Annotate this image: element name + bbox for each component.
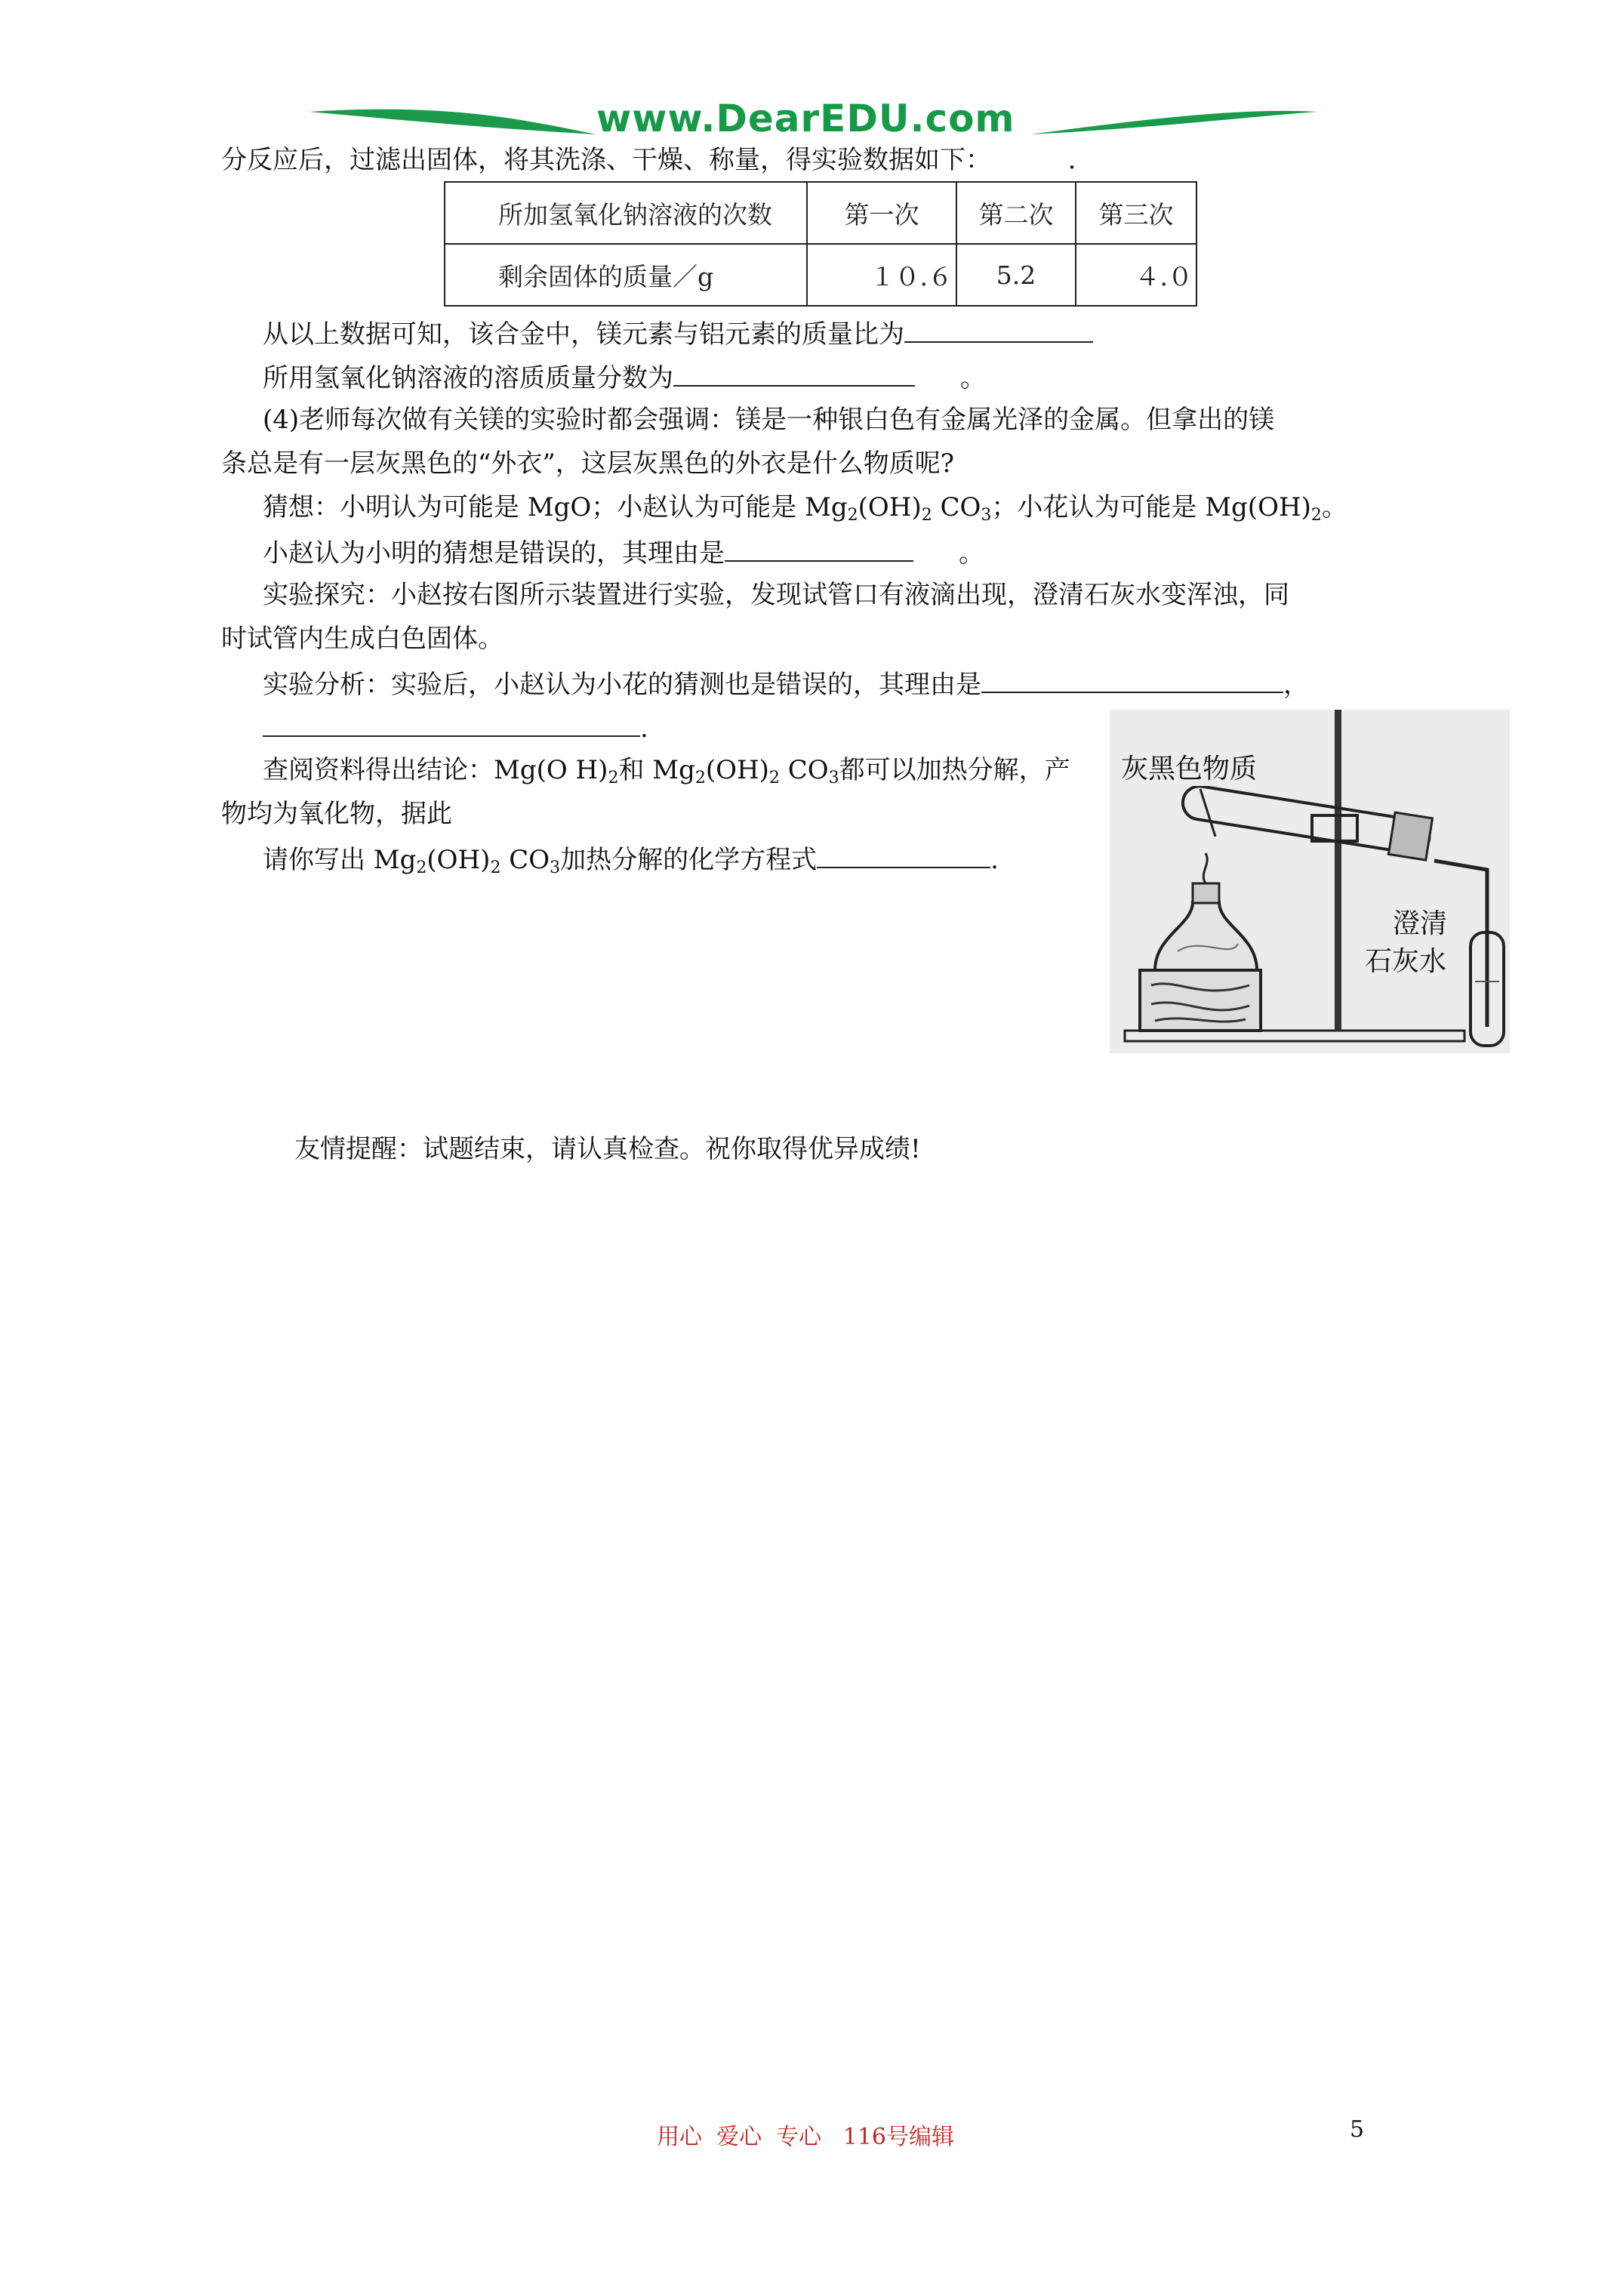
answer-blank[interactable] xyxy=(817,841,990,868)
equation-line: 请你写出 $Mg_2(OH)_2$ $CO_3$加热分解的化学方程式 . xyxy=(263,841,999,877)
experiment-data-table xyxy=(444,181,1197,307)
table-row xyxy=(445,244,1196,306)
answer-blank[interactable] xyxy=(904,316,1093,343)
figure-label-substance: 灰黑色物质 xyxy=(1121,747,1257,786)
figure-label-clear: 澄清 xyxy=(1393,908,1448,939)
answer-blank[interactable] xyxy=(673,359,915,387)
site-logo-text: www.DearEDU.com xyxy=(596,97,1015,140)
question-percent: 所用氢氧化钠溶液的溶质质量分数为 。 xyxy=(263,359,986,395)
analysis-line: 实验分析：实验后，小赵认为小花的猜测也是错误的，其理由是 ， xyxy=(263,666,1309,701)
value-cell: ４.０ xyxy=(1076,244,1196,306)
header-cell: 所加氢氧化钠溶液的次数 xyxy=(498,199,772,230)
explore-line-2: 时试管内生成白色固体。 xyxy=(221,624,504,654)
intro-line: 分反应后，过滤出固体，将其洗涤、干燥、称量，得实验数据如下： . xyxy=(221,145,1076,175)
guess-line: 猜想：小明认为可能是 MgO；小赵认为可能是 $Mg_2(OH)_2$ $CO_3$；小花认为可能是 $Mg(OH)_2$。 xyxy=(263,492,1347,525)
header-cell: 第一次 xyxy=(807,182,956,244)
question-4-line-1: (4)老师每次做有关镁的实验时都会强调：镁是一种银白色有金属光泽的金属。但拿出的镁 xyxy=(263,405,1275,435)
analysis-line-2: . xyxy=(263,710,648,745)
answer-blank[interactable] xyxy=(725,535,913,562)
conclusion-line-1: 查阅资料得出结论：Mg(O $H)_2$和 $Mg_2(OH)_2$ $CO_3$都可以加热分解，产 xyxy=(263,755,1070,787)
apparatus-figure xyxy=(1110,710,1510,1053)
question-ratio: 从以上数据可知，该合金中，镁元素与铝元素的质量比为 xyxy=(263,316,1093,351)
figure-label-limewater: 石灰水 xyxy=(1365,946,1447,977)
row-label-cell: 剩余固体的质量／g xyxy=(445,244,807,306)
value-cell: １０.６ xyxy=(807,244,956,306)
explore-line-1: 实验探究：小赵按右图所示装置进行实验，发现试管口有液滴出现，澄清石灰水变浑浊，同 xyxy=(263,580,1289,610)
header-cell: 第三次 xyxy=(1076,182,1196,244)
answer-blank[interactable] xyxy=(263,710,640,737)
question-4-line-2: 条总是有一层灰黑色的“外衣”，这层灰黑色的外衣是什么物质呢? xyxy=(221,448,954,479)
value-cell: 5.2 xyxy=(956,244,1076,306)
reminder-text: 友情提醒：试题结束，请认真检查。祝你取得优异成绩! xyxy=(294,1134,921,1164)
header-cell: 第二次 xyxy=(956,182,1076,244)
answer-blank[interactable] xyxy=(981,666,1283,693)
conclusion-line-2: 物均为氧化物，据此 xyxy=(221,799,452,829)
table-row xyxy=(445,182,1196,244)
page-number: 5 xyxy=(1350,2116,1365,2143)
footer-text: 用心 爱心 专心 116号编辑 xyxy=(657,2124,955,2150)
zhao-reason-line: 小赵认为小明的猜想是错误的，其理由是 。 xyxy=(263,535,984,570)
